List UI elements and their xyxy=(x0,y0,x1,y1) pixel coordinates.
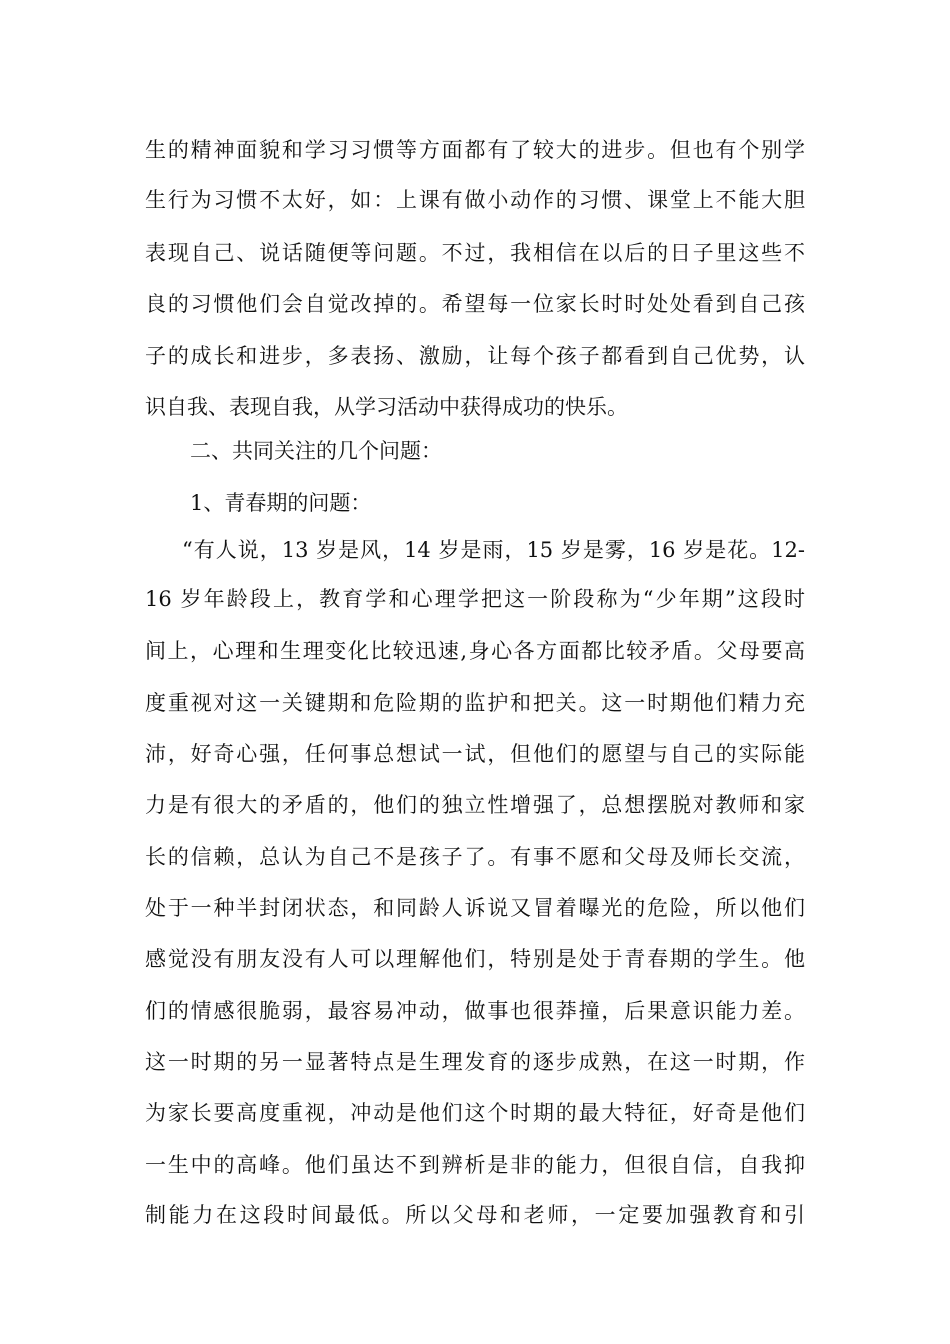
text-line-5: 子的成长和进步，多表扬、激励，让每个孩子都看到自己优势，认 xyxy=(145,344,805,368)
text-line-10: 16 岁年龄段上，教育学和心理学把这一阶段称为“少年期”这段时 xyxy=(145,587,805,611)
subsection-heading: 1、青春期的问题： xyxy=(190,491,372,515)
text-line-11: 间上，心理和生理变化比较迅速,身心各方面都比较矛盾。父母要高 xyxy=(145,639,805,663)
text-line-14: 力是有很大的矛盾的，他们的独立性增强了，总想摆脱对教师和家 xyxy=(145,793,805,817)
text-line-22: 制能力在这段时间最低。所以父母和老师，一定要加强教育和引 xyxy=(145,1203,805,1227)
text-line-20: 为家长要高度重视，冲动是他们这个时期的最大特征，好奇是他们 xyxy=(145,1101,805,1125)
text-line-19: 这一时期的另一显著特点是生理发育的逐步成熟，在这一时期，作 xyxy=(145,1050,805,1074)
text-line-21: 一生中的高峰。他们虽达不到辨析是非的能力，但很自信，自我抑 xyxy=(145,1153,805,1177)
section-heading: 二、共同关注的几个问题： xyxy=(190,439,442,463)
text-line-12: 度重视对这一关键期和危险期的监护和把关。这一时期他们精力充 xyxy=(145,691,805,715)
text-line-16: 处于一种半封闭状态，和同龄人诉说又冒着曝光的危险，所以他们 xyxy=(145,896,805,920)
text-line-6: 识自我、表现自我，从学习活动中获得成功的快乐。 xyxy=(145,395,628,419)
text-line-9: “有人说，13 岁是风，14 岁是雨，15 岁是雾，16 岁是花。12- xyxy=(182,538,805,562)
text-line-17: 感觉没有朋友没有人可以理解他们，特别是处于青春期的学生。他 xyxy=(145,947,805,971)
text-line-13: 沛，好奇心强，任何事总想试一试，但他们的愿望与自己的实际能 xyxy=(145,742,805,766)
text-line-15: 长的信赖，总认为自己不是孩子了。有事不愿和父母及师长交流， xyxy=(145,845,805,869)
text-line-2: 生行为习惯不太好，如：上课有做小动作的习惯、课堂上不能大胆 xyxy=(145,188,805,212)
text-line-1: 生的精神面貌和学习习惯等方面都有了较大的进步。但也有个别学 xyxy=(145,138,805,162)
text-line-4: 良的习惯他们会自觉改掉的。希望每一位家长时时处处看到自己孩 xyxy=(145,292,805,316)
text-line-18: 们的情感很脆弱，最容易冲动，做事也很莽撞，后果意识能力差。 xyxy=(145,999,805,1023)
text-line-3: 表现自己、说话随便等问题。不过，我相信在以后的日子里这些不 xyxy=(145,241,805,265)
